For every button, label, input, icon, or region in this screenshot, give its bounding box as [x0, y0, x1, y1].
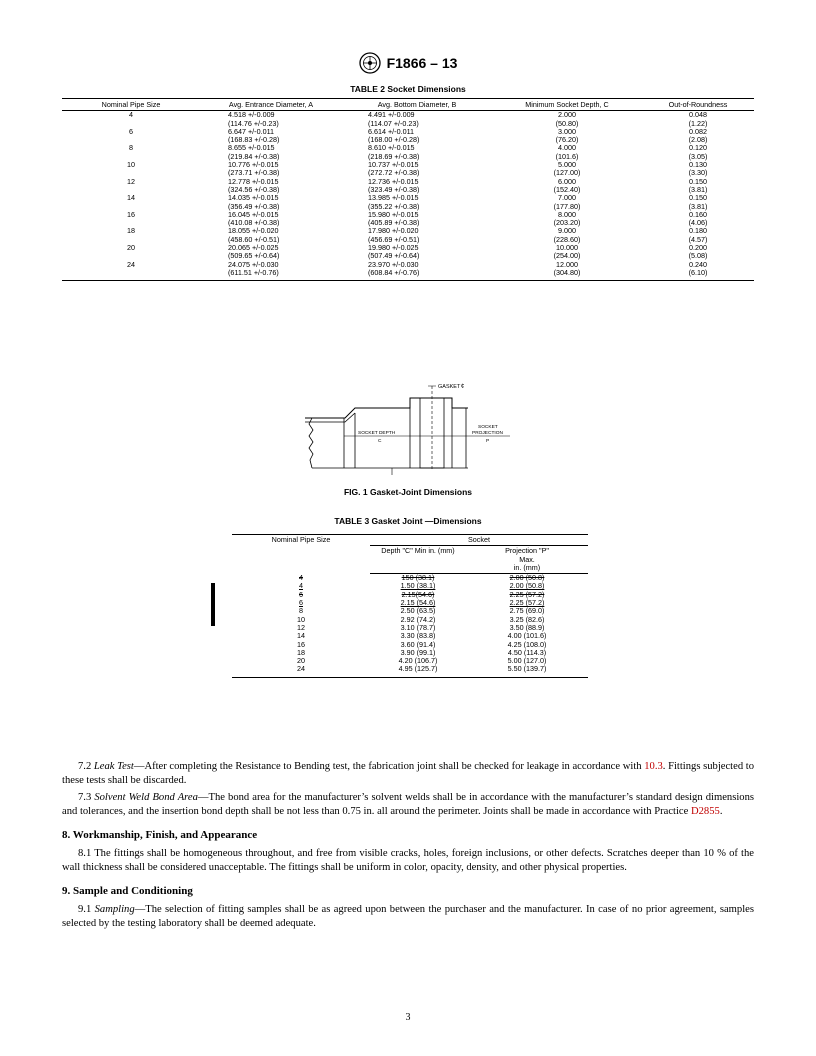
cell-line: 8.000 — [558, 209, 576, 219]
cell-line: (356.49 +/-0.38) — [228, 201, 280, 211]
cell-line: (101.6) — [555, 151, 579, 161]
table-cell — [642, 161, 754, 178]
cell-value: 4.00 (101.6) — [507, 631, 547, 641]
cell-line: 13.985 +/-0.015 — [368, 193, 419, 203]
table-cell — [370, 665, 466, 677]
table-cell — [492, 261, 642, 281]
cell-line: 2.000 — [558, 110, 576, 120]
cell-value: 3.10 (78.7) — [400, 622, 436, 632]
table-cell — [232, 665, 370, 677]
cell-line: (50.80) — [555, 118, 579, 128]
cell-value: 4 — [299, 572, 303, 582]
table-row — [62, 227, 754, 244]
table-row — [62, 178, 754, 195]
cell-line: (114.76 +/-0.23) — [228, 118, 279, 128]
cell-line: 16 — [127, 209, 135, 219]
table-cell — [492, 128, 642, 145]
cell-line: (5.08) — [688, 251, 708, 261]
table-cell — [200, 128, 342, 145]
cell-value: 4 — [299, 581, 303, 591]
cell-line: 20.065 +/-0.025 — [228, 243, 279, 253]
cell-line: 7.000 — [558, 193, 576, 203]
table-header-row — [232, 535, 588, 546]
cell-line: (203.20) — [553, 218, 581, 228]
table-row — [62, 144, 754, 161]
cell-line: 17.980 +/-0.020 — [368, 226, 419, 236]
section-number: 9.1 — [78, 904, 92, 915]
table-row — [232, 665, 588, 677]
cell-value: 2.00 (50.8) — [509, 581, 545, 591]
cell-value: 4.50 (114.3) — [507, 647, 547, 657]
section-number: 7.3 — [78, 792, 92, 803]
cell-line: 14.035 +/-0.015 — [228, 193, 279, 203]
body-text — [62, 760, 754, 934]
centerline-symbol: ¢ — [461, 384, 465, 390]
document-id: F1866 – 13 — [386, 55, 458, 71]
cell-line: 23.970 +/-0.030 — [368, 259, 419, 269]
table-cell — [200, 261, 342, 281]
table-cell — [200, 211, 342, 228]
paragraph-text: —After completing the Resistance to Bending test, the fabrication joint shall be checked for leakage in accordance with — [133, 761, 645, 772]
cell-line: (114.07 +/-0.23) — [368, 118, 419, 128]
table-cell — [492, 111, 642, 128]
cell-line: (168.83 +/-0.28) — [228, 135, 280, 145]
paragraph-text: —The selection of fitting samples shall be as agreed upon between the purchaser and the manufacturer. In case of no prior agreement, samples selected by the testing laboratory shall be deemed adequate. — [62, 904, 754, 929]
cell-value: 150 (38.1) — [401, 573, 435, 583]
table-cell — [62, 211, 200, 228]
cell-line: (272.72 +/-0.38) — [368, 168, 420, 178]
cell-line: 18 — [127, 226, 135, 236]
table-cell — [200, 244, 342, 261]
table-cell — [200, 194, 342, 211]
reference-link[interactable]: D2855 — [690, 806, 720, 817]
section-number: 7.2 — [78, 761, 92, 772]
cell-line: (127.00) — [553, 168, 581, 178]
cell-value: 2.50 (63.5) — [400, 606, 436, 616]
term: Sampling — [94, 904, 135, 915]
gasket-label: GASKET — [438, 384, 461, 390]
cell-line: 10.000 — [556, 243, 578, 253]
cell-line: 8.610 +/-0.015 — [368, 143, 415, 153]
projection-label: PROJECTION — [472, 431, 503, 436]
cell-line: (3.81) — [688, 201, 708, 211]
cell-line: (507.49 +/-0.64) — [368, 251, 420, 261]
table2-caption: TABLE 2 Socket Dimensions — [350, 84, 466, 94]
cell-line: (405.89 +/-0.38) — [368, 218, 420, 228]
column-header: Out-of-Roundness — [642, 99, 754, 111]
table-cell — [466, 665, 588, 677]
cell-line: 6 — [129, 126, 133, 136]
cell-line: 0.048 — [689, 110, 707, 120]
cell-value: 16 — [297, 639, 305, 649]
cell-value: 2.25 (57.2) — [509, 589, 545, 599]
column-header: Socket — [370, 535, 588, 546]
table-cell — [642, 194, 754, 211]
cell-value: 4.95 (125.7) — [398, 664, 438, 674]
cell-line: (219.84 +/-0.38) — [228, 151, 280, 161]
cell-line: 9.000 — [558, 226, 576, 236]
cell-line: (3.30) — [688, 168, 708, 178]
table-cell — [492, 144, 642, 161]
cell-value: 5.00 (127.0) — [507, 656, 547, 666]
cell-line: 19.980 +/-0.025 — [368, 243, 419, 253]
cell-line: (6.10) — [688, 267, 708, 277]
cell-line: 12.778 +/-0.015 — [228, 176, 279, 186]
table-cell — [342, 111, 492, 128]
table-cell — [62, 178, 200, 195]
cell-value: 1.50 (38.1) — [400, 581, 436, 591]
cell-line: 6.000 — [558, 176, 576, 186]
table-cell — [200, 144, 342, 161]
table-cell — [62, 144, 200, 161]
cell-value: 20 — [297, 656, 305, 666]
projection-header-line: Max. — [519, 554, 535, 564]
astm-logo-icon — [359, 52, 381, 74]
table3-caption: TABLE 3 Gasket Joint —Dimensions — [334, 516, 482, 526]
cell-value: 3.90 (99.1) — [400, 647, 436, 657]
table-cell — [62, 261, 200, 281]
cell-value: 2.15 (54.6) — [400, 598, 436, 608]
cell-line: 4.000 — [558, 143, 576, 153]
cell-line: 5.000 — [558, 160, 576, 170]
cell-value: 5.50 (139.7) — [507, 664, 547, 674]
cell-line: (3.05) — [688, 151, 708, 161]
table-cell — [342, 194, 492, 211]
cell-value: 2.15(54.6) — [401, 589, 435, 599]
cell-line: 6.647 +/-0.011 — [228, 126, 275, 136]
gasket-joint-table — [232, 534, 588, 678]
table-cell — [342, 211, 492, 228]
table-row — [62, 244, 754, 261]
revision-change-bar — [211, 583, 215, 626]
cell-line: 4 — [129, 110, 133, 120]
cell-line: 0.180 — [689, 226, 707, 236]
cell-line: 10.737 +/-0.015 — [368, 160, 419, 170]
column-header: Nominal Pipe Size — [62, 99, 200, 111]
cell-line: (254.00) — [553, 251, 581, 261]
cell-line: 4.518 +/-0.009 — [228, 110, 275, 120]
table-cell — [492, 211, 642, 228]
table-cell — [62, 244, 200, 261]
cell-line: (177.80) — [553, 201, 581, 211]
cell-line: 0.130 — [689, 160, 707, 170]
cell-line: (456.69 +/-0.51) — [368, 234, 420, 244]
socket-depth-label: SOCKET DEPTH — [358, 431, 396, 436]
cell-line: 12 — [127, 176, 135, 186]
cell-line: (228.60) — [553, 234, 581, 244]
cell-line: (273.71 +/-0.38) — [228, 168, 280, 178]
paragraph-7-3 — [62, 791, 754, 819]
cell-value: 2.00 (50.8) — [509, 573, 545, 583]
table-cell — [342, 227, 492, 244]
cell-line: 10 — [127, 160, 135, 170]
cell-line: 0.150 — [689, 176, 707, 186]
cell-line: 0.160 — [689, 209, 707, 219]
cell-line: (509.65 +/-0.64) — [228, 251, 280, 261]
socket-projection-label: SOCKET — [478, 425, 498, 430]
cell-line: (323.49 +/-0.38) — [368, 184, 420, 194]
page-header — [0, 52, 816, 74]
table-row — [62, 161, 754, 178]
cell-line: (168.00 +/-0.28) — [368, 135, 420, 145]
cell-line: 15.980 +/-0.015 — [368, 209, 419, 219]
table-cell — [642, 211, 754, 228]
cell-value: 3.25 (82.6) — [509, 614, 545, 624]
column-header: Avg. Entrance Diameter, A — [200, 99, 342, 111]
table-cell — [492, 178, 642, 195]
cell-value: 12 — [297, 622, 305, 632]
cell-line: 0.150 — [689, 193, 707, 203]
cell-line: (4.06) — [688, 218, 708, 228]
table-cell — [62, 194, 200, 211]
cell-line: (3.81) — [688, 184, 708, 194]
cell-line: (218.69 +/-0.38) — [368, 151, 420, 161]
table-cell — [492, 227, 642, 244]
table-row — [62, 211, 754, 228]
column-header: Minimum Socket Depth, C — [492, 99, 642, 111]
table-cell — [492, 194, 642, 211]
cell-line: 6.614 +/-0.011 — [368, 126, 415, 136]
cell-value: 2.92 (74.2) — [400, 614, 436, 624]
section-8-heading: 8. Workmanship, Finish, and Appearance — [62, 829, 258, 841]
column-header — [466, 546, 588, 574]
cell-line: (611.51 +/-0.76) — [228, 267, 279, 277]
cell-line: 24.075 +/-0.030 — [228, 259, 279, 269]
cell-line: (410.08 +/-0.38) — [228, 218, 280, 228]
cell-line: (1.22) — [688, 118, 708, 128]
table-cell — [200, 111, 342, 128]
cell-value: 18 — [297, 647, 305, 657]
cell-value: 8 — [299, 606, 303, 616]
column-header: Depth "C" Min in. (mm) — [370, 546, 466, 574]
table-cell — [342, 144, 492, 161]
table-cell — [200, 161, 342, 178]
cell-line: (4.57) — [688, 234, 708, 244]
cell-line: (76.20) — [555, 135, 579, 145]
paragraph-text: —The bond area for the manufacturer’s solvent welds shall be in accordance with the manufacturer’s standard design dimensions and tolerances, and the insertion bond depth shall be not less than 0.75 in. all around the perimeter. Joints shall be made in accordance with Practice — [62, 792, 754, 817]
cell-line: 0.082 — [689, 126, 707, 136]
table-cell — [62, 128, 200, 145]
cell-line: (152.40) — [553, 184, 581, 194]
cell-line: 8 — [129, 143, 133, 153]
table-cell — [342, 128, 492, 145]
table-row — [62, 111, 754, 128]
cell-value: 4.25 (108.0) — [507, 639, 547, 649]
cell-line: 0.200 — [689, 243, 707, 253]
cell-value: 6 — [299, 598, 303, 608]
table-cell — [62, 111, 200, 128]
table-cell — [642, 111, 754, 128]
table-cell — [342, 178, 492, 195]
table-cell — [492, 161, 642, 178]
table-cell — [642, 244, 754, 261]
term: Leak Test — [93, 761, 134, 772]
cell-line: 12.736 +/-0.015 — [368, 176, 419, 186]
table-row — [62, 128, 754, 145]
cell-value: 14 — [297, 631, 305, 641]
table-cell — [62, 227, 200, 244]
c-label: C — [378, 439, 382, 444]
cell-line: 0.240 — [689, 259, 707, 269]
socket-dimensions-table — [62, 98, 754, 281]
paragraph-7-2 — [62, 760, 754, 788]
cell-line: 18.055 +/-0.020 — [228, 226, 279, 236]
cell-value: 2.25 (57.2) — [509, 598, 545, 608]
table-cell — [342, 244, 492, 261]
cell-line: 8.655 +/-0.015 — [228, 143, 275, 153]
cell-line: (608.84 +/-0.76) — [368, 267, 420, 277]
projection-header-line: Projection "P" — [505, 546, 549, 556]
cell-line: 3.000 — [558, 126, 576, 136]
cell-line: 14 — [127, 193, 135, 203]
term: Solvent Weld Bond Area — [94, 792, 198, 803]
table-cell — [642, 227, 754, 244]
table-cell — [200, 178, 342, 195]
page-number: 3 — [405, 1012, 411, 1023]
p-label: P — [486, 439, 490, 444]
paragraph-8-1: 8.1 The fittings shall be homogeneous throughout, and free from visible cracks, holes, foreign inclusions, or other defects. Scratches deeper than 10 % of the wall thickness shall be considered unacceptable. The fittings shall be uniform in color, opacity, density, and other physical properties. — [62, 848, 754, 873]
cell-line: 24 — [127, 259, 135, 269]
table-cell — [62, 161, 200, 178]
cell-line: (2.08) — [688, 135, 708, 145]
reference-link[interactable]: 10.3 — [644, 761, 663, 772]
cell-value: 2.75 (69.0) — [509, 606, 545, 616]
figure1-caption: FIG. 1 Gasket-Joint Dimensions — [343, 487, 472, 497]
cell-line: 4.491 +/-0.009 — [368, 110, 415, 120]
table-cell — [200, 227, 342, 244]
cell-line: (355.22 +/-0.38) — [368, 201, 420, 211]
cell-value: 3.50 (88.9) — [509, 622, 545, 632]
cell-value: 4.20 (106.7) — [398, 656, 438, 666]
cell-value: 3.30 (83.8) — [400, 631, 436, 641]
cell-value: 3.60 (91.4) — [400, 639, 436, 649]
cell-value: 10 — [297, 614, 305, 624]
table-cell — [642, 261, 754, 281]
cell-line: 10.776 +/-0.015 — [228, 160, 279, 170]
cell-value: 24 — [297, 664, 305, 674]
column-header: Avg. Bottom Diameter, B — [342, 99, 492, 111]
table-cell — [342, 161, 492, 178]
section-9-heading: 9. Sample and Conditioning — [62, 885, 193, 897]
table-row — [62, 261, 754, 281]
cell-line: (458.60 +/-0.51) — [228, 234, 280, 244]
table-cell — [492, 244, 642, 261]
table-header-row — [62, 99, 754, 111]
paragraph-text: . — [719, 806, 723, 817]
table-cell — [642, 178, 754, 195]
table-cell — [642, 128, 754, 145]
column-header: Nominal Pipe Size — [232, 535, 370, 574]
gasket-joint-diagram — [300, 378, 520, 478]
cell-value: 6 — [299, 589, 303, 599]
table-cell — [342, 261, 492, 281]
paragraph-text: . Fittings subjected to these tests shall be discarded. — [62, 761, 755, 786]
cell-line: 12.000 — [556, 259, 578, 269]
table-row — [62, 194, 754, 211]
cell-line: 16.045 +/-0.015 — [228, 209, 279, 219]
cell-line: (324.56 +/-0.38) — [228, 184, 280, 194]
projection-header-line: in. (mm) — [513, 562, 541, 572]
cell-line: (304.80) — [553, 267, 581, 277]
cell-line: 20 — [127, 243, 135, 253]
paragraph-9-1 — [62, 903, 754, 931]
cell-line: 0.120 — [689, 143, 707, 153]
table-cell — [642, 144, 754, 161]
